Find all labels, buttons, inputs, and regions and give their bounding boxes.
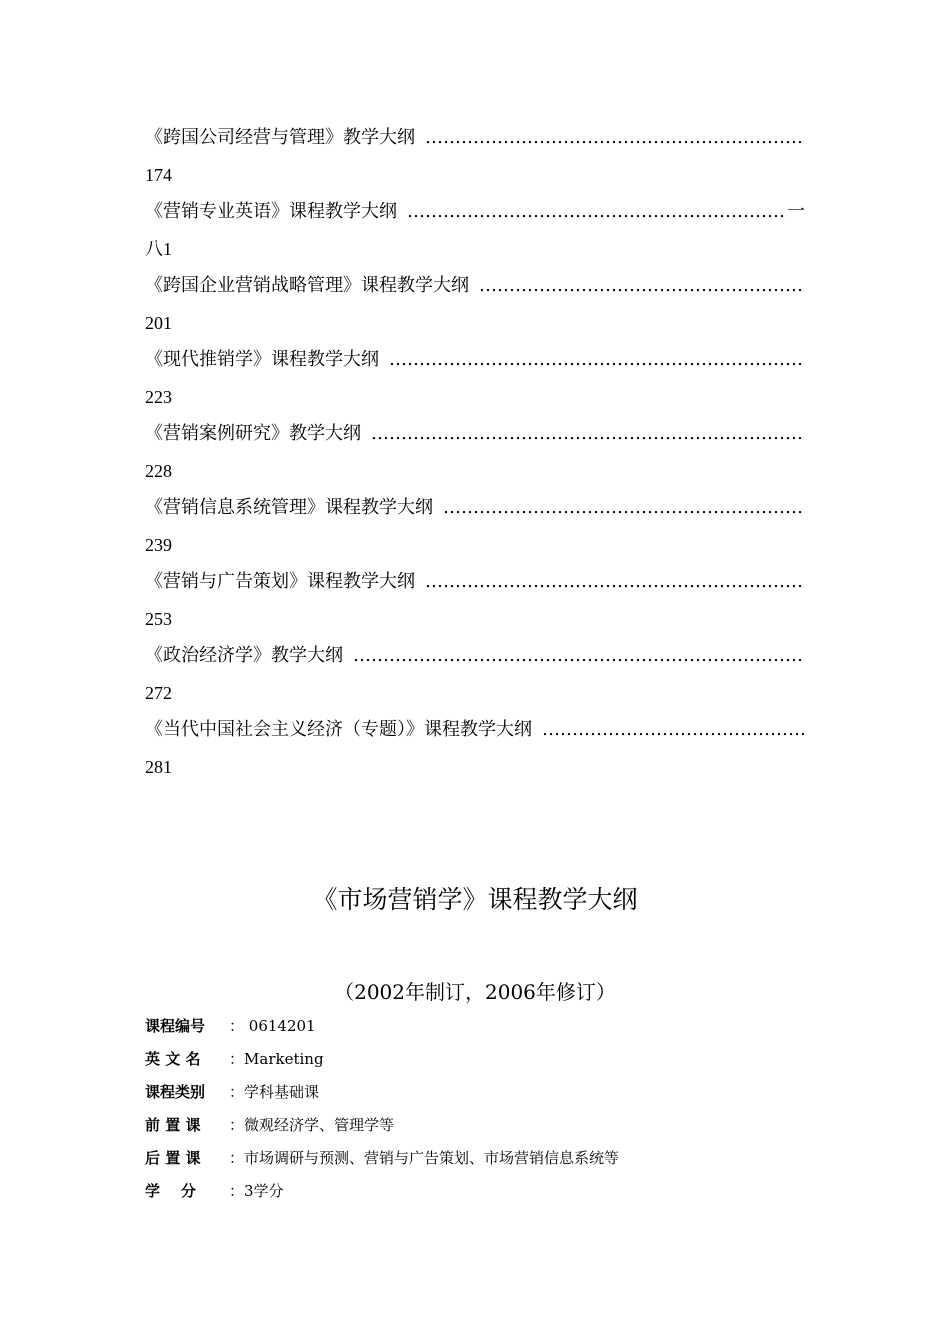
toc-line [145, 638, 805, 674]
toc-line [145, 268, 805, 304]
field-separator: ： [229, 1050, 245, 1068]
toc-page-number: 228 [145, 461, 172, 481]
toc-title: 《跨国公司经营与管理》教学大纲 [145, 127, 415, 148]
toc-line [145, 194, 805, 230]
field-label: 英 文 名 [145, 1050, 201, 1068]
toc-page-number: 239 [145, 535, 172, 555]
credits-value: 3学分 [244, 1182, 284, 1200]
field-label: 后 置 课 [145, 1149, 201, 1167]
toc-page-number: 272 [145, 683, 172, 703]
course-info [145, 1010, 805, 1208]
toc-entry[interactable] [145, 416, 805, 490]
course-code-value: 0614201 [244, 1017, 316, 1035]
toc-leader-dots [353, 638, 805, 674]
toc-entry[interactable] [145, 564, 805, 638]
toc-leader-dots [443, 490, 805, 526]
toc-entry[interactable] [145, 120, 805, 194]
english-name-row [145, 1043, 805, 1076]
follow-up-course-row [145, 1142, 805, 1175]
field-separator: ： [229, 1083, 245, 1101]
toc-leader-dots [389, 342, 805, 378]
course-code-row [145, 1010, 805, 1043]
english-name-value: Marketing [244, 1050, 324, 1068]
table-of-contents [145, 120, 805, 786]
toc-line [145, 490, 805, 526]
toc-line [145, 564, 805, 600]
toc-page-number: 223 [145, 387, 172, 407]
toc-leader-dots [371, 416, 805, 452]
toc-line [145, 416, 805, 452]
toc-line [145, 712, 805, 748]
field-separator: ： [229, 1017, 245, 1035]
follow-up-course-value: 市场调研与预测、营销与广告策划、市场营销信息系统等 [244, 1149, 620, 1167]
toc-leader-dots [425, 120, 805, 156]
toc-page-number: 174 [145, 165, 172, 185]
toc-title: 《营销案例研究》教学大纲 [145, 423, 361, 444]
toc-leader-dots [425, 564, 805, 600]
toc-page-number: 201 [145, 313, 172, 333]
field-label: 学 分 [145, 1182, 196, 1200]
toc-title: 《营销与广告策划》课程教学大纲 [145, 571, 415, 592]
toc-leader-dots [542, 712, 805, 748]
field-separator: ： [229, 1116, 245, 1134]
toc-line [145, 120, 805, 156]
toc-entry[interactable] [145, 490, 805, 564]
toc-title: 《当代中国社会主义经济（专题）》课程教学大纲 [145, 719, 532, 740]
field-label: 前 置 课 [145, 1116, 201, 1134]
field-label: 课程编号 [145, 1017, 206, 1035]
toc-page-number: 253 [145, 609, 172, 629]
prerequisite-row [145, 1109, 805, 1142]
toc-leader-dots [479, 268, 805, 304]
prerequisite-value: 微观经济学、管理学等 [244, 1116, 395, 1134]
syllabus-date: （2002年制订，2006年修订） [334, 980, 616, 1004]
toc-entry[interactable] [145, 342, 805, 416]
course-category-row [145, 1076, 805, 1109]
toc-page-number: 281 [145, 757, 172, 777]
syllabus-title: 《市场营销学》课程教学大纲 [312, 885, 638, 914]
field-separator: ： [229, 1182, 245, 1200]
toc-page-number: 八1 [145, 239, 172, 259]
toc-title: 《现代推销学》课程教学大纲 [145, 349, 379, 370]
course-category-value: 学科基础课 [244, 1083, 320, 1101]
toc-entry[interactable] [145, 712, 805, 786]
toc-leader-dots [407, 194, 787, 230]
toc-title: 《政治经济学》教学大纲 [145, 645, 343, 666]
toc-line [145, 342, 805, 378]
toc-tail: 一 [787, 201, 805, 222]
field-separator: ： [229, 1149, 245, 1167]
toc-entry[interactable] [145, 638, 805, 712]
field-label: 课程类别 [145, 1083, 206, 1101]
toc-title: 《跨国企业营销战略管理》课程教学大纲 [145, 275, 469, 296]
toc-title: 《营销专业英语》课程教学大纲 [145, 201, 397, 222]
credits-row [145, 1175, 805, 1208]
toc-entry[interactable] [145, 268, 805, 342]
toc-entry[interactable] [145, 194, 805, 268]
toc-title: 《营销信息系统管理》课程教学大纲 [145, 497, 433, 518]
